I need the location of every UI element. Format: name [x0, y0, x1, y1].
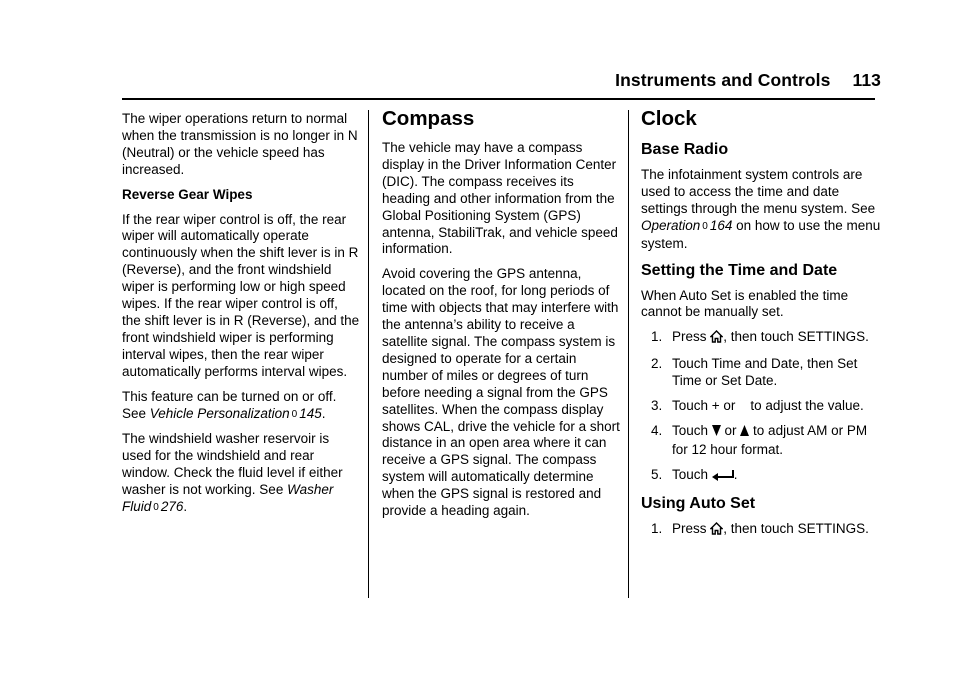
- section-title: Instruments and Controls: [615, 70, 831, 90]
- step-number: 2.: [651, 356, 663, 372]
- page-ref-276[interactable]: 276: [160, 499, 184, 515]
- list-item: [641, 521, 881, 540]
- list-item: [641, 356, 881, 390]
- washer-fluid-link[interactable]: Washer Fluid: [122, 482, 334, 515]
- down-arrow-icon: [712, 424, 721, 442]
- home-icon: [710, 522, 723, 540]
- step-text: .: [733, 466, 738, 482]
- step-number: 5.: [651, 466, 663, 482]
- infotainment-paragraph: [641, 167, 881, 253]
- auto-set-note: When Auto Set is enabled the time cannot be manually set.: [641, 287, 849, 320]
- step-text: Press: [672, 329, 711, 345]
- page-ref-arrow: 0: [702, 220, 708, 232]
- infotainment-end-text: on how to use the menu system.: [641, 217, 881, 251]
- step-number: 1.: [651, 329, 663, 345]
- home-icon: [710, 330, 723, 348]
- period: .: [183, 499, 188, 515]
- base-radio-heading: Base Radio: [641, 141, 729, 158]
- step-text: Press: [672, 520, 711, 536]
- vehicle-personalization-link[interactable]: Vehicle Personalization: [149, 405, 290, 421]
- step-number: 4.: [651, 422, 663, 438]
- step-number: 1.: [651, 520, 663, 536]
- list-item: [641, 423, 881, 459]
- up-arrow-icon: [740, 424, 749, 442]
- personalization-paragraph: [122, 389, 360, 424]
- column-1: [122, 111, 360, 525]
- list-item: [641, 329, 881, 348]
- period: .: [321, 405, 326, 421]
- step-number: 3.: [651, 398, 663, 414]
- step-text: or: [720, 422, 741, 438]
- washer-paragraph: [122, 431, 360, 517]
- page-ref-arrow: 0: [291, 408, 298, 420]
- step-text: , then touch SETTINGS.: [723, 520, 869, 536]
- column-2: [382, 107, 620, 528]
- auto-set-steps: [641, 521, 881, 540]
- using-auto-set-heading: Using Auto Set: [641, 494, 756, 512]
- list-item: [641, 398, 881, 415]
- clock-heading: Clock: [641, 107, 697, 130]
- step-text: , then touch SETTINGS.: [723, 329, 869, 345]
- page-header: [591, 70, 881, 91]
- setting-time-date-heading: Setting the Time and Date: [641, 261, 838, 279]
- washer-text: The windshield washer reservoir is used for the windshield and rear window. Check the fluid level if either washer is not working. See: [122, 431, 343, 498]
- page-number: 113: [852, 70, 881, 90]
- compass-heading: Compass: [382, 107, 475, 130]
- time-date-steps: [641, 329, 881, 485]
- page-ref-145[interactable]: 145: [299, 405, 322, 421]
- operation-link[interactable]: Operation: [641, 217, 701, 233]
- compass-intro-paragraph: The vehicle may have a compass display in the Driver Information Center (DIC). The compass receives its heading and other information from the Global Positioning System (GPS) antenna, StabiliTrak, and vehicle speed information.: [382, 140, 618, 257]
- step-text: Touch Time and Date, then Set Time or Set Date.: [672, 356, 858, 389]
- column-divider-1: [368, 110, 369, 598]
- step-text: Touch: [672, 422, 712, 438]
- reverse-gear-wipes-heading: Reverse Gear Wipes: [122, 186, 253, 202]
- infotainment-text: The infotainment system controls are used to access the time and date settings through the menu system. See: [641, 167, 876, 216]
- column-divider-2: [628, 110, 629, 598]
- personalization-text: This feature can be turned on or off. See: [122, 388, 337, 421]
- step-text: Touch + or to adjust the value.: [672, 398, 864, 414]
- step-text: to adjust AM or PM for 12 hour format.: [672, 422, 868, 457]
- back-icon: [712, 468, 734, 486]
- column-3: [641, 107, 881, 548]
- wiper-return-paragraph: The wiper operations return to normal when the transmission is no longer in N (Neutral) or the vehicle speed has increased.: [122, 111, 358, 177]
- compass-antenna-paragraph: Avoid covering the GPS antenna, located on the roof, for long periods of time with objects that may interfere with the antenna’s ability to receive a satellite signal. The compass system is designed to operate for a certain number of miles or degrees of turn before needing a signal from the GPS satellites. When the compass display shows CAL, drive the vehicle for a short distance in an open area where it can receive a GPS signal. The compass system will automatically determine when the GPS signal is restored and provide a heading again.: [382, 266, 620, 519]
- reverse-wipes-paragraph: If the rear wiper control is off, the rear wiper will automatically operate continuously when the shift lever is in R (Reverse), and the front windshield wiper is performing low or high speed wipes. If the rear wiper control is off, the shift lever is in R (Reverse), and the front windshield wiper is performing interval wipes, then the rear wiper automatically performs interval wipes.: [122, 211, 360, 379]
- page-ref-arrow: 0: [153, 502, 159, 514]
- step-text: Touch: [672, 466, 712, 482]
- header-rule: [122, 98, 875, 100]
- list-item: [641, 467, 881, 486]
- page-ref-164[interactable]: 164: [709, 217, 733, 233]
